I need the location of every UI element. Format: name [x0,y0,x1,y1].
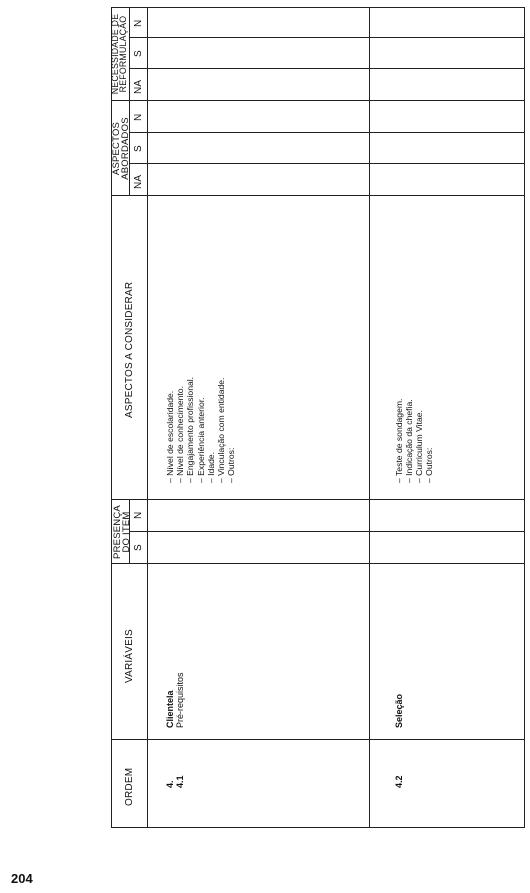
subheader-presenca-s: S [133,544,144,551]
subheader-necessidade-s: S [133,50,144,57]
row1-variavel-b: Pré-requisitos [175,672,185,728]
row2-aspecto-2: – Indicação da chefia. [404,399,414,483]
row1-variavel-a: Clientela [165,690,175,728]
row2-aspecto-1: – Teste de sondagem. [394,398,404,483]
page-number: 204 [11,871,33,886]
row1-aspecto-5: – Idade. [206,451,216,483]
row1-aspecto-2: – Nível de conhecimento. [175,386,185,483]
header-aspectos-considerar: ASPECTOS A CONSIDERAR [124,281,135,418]
row2-aspecto-4: – Outros: [424,447,434,483]
evaluation-table [111,7,525,828]
row1-aspecto-6: – Vinculação com entidade. [216,377,226,483]
row2-ordem: 4.2 [394,775,404,788]
subheader-abordados-n: N [133,113,144,121]
row1-aspecto-1: – Nível de escolaridade. [165,390,175,483]
subheader-abordados-na: NA [133,174,144,189]
subheader-necessidade-na: NA [133,79,144,94]
subheader-presenca-n: N [133,511,144,519]
header-variaveis: VARIÁVEIS [124,629,135,683]
row1-aspecto-7: – Outros: [226,447,236,483]
row2-aspecto-3: – Curriculum Vitae. [414,410,424,483]
row1-aspecto-3: – Engajamento profissional. [185,376,195,483]
rotated-table-canvas [111,7,525,828]
row2-variavel: Seleção [394,693,404,728]
header-necessidade: NECESSIDADE DE REFORMULAÇÃO [110,13,128,95]
subheader-necessidade-n: N [133,19,144,27]
row1-aspecto-4: – Experiência anterior. [196,397,206,483]
header-presenca: PRESENÇA DO ITEM [112,505,132,559]
header-ordem: ORDEM [124,767,135,806]
row1-ordem-b: 4.1 [175,775,185,788]
subheader-abordados-s: S [133,145,144,152]
row1-ordem-a: 4. [165,780,175,788]
header-aspectos-abordados: ASPECTOS ABORDADOS [111,117,131,180]
